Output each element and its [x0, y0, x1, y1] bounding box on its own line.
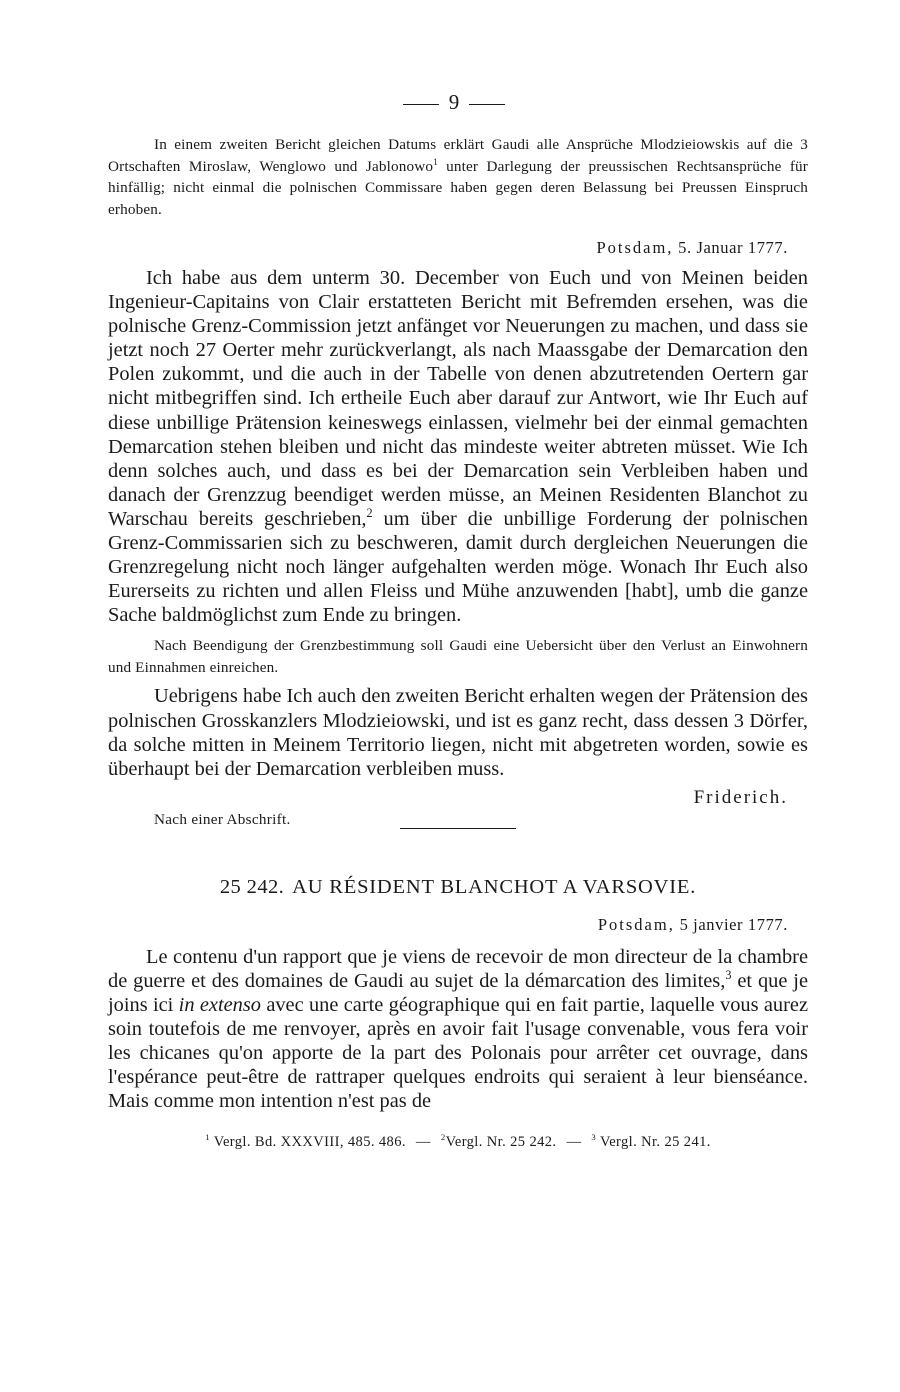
dateline-2 [108, 913, 808, 937]
page-number-text: 9 [448, 90, 460, 114]
footnote-mark-1: 1 [205, 1132, 210, 1143]
letter-1-text-a: Ich habe aus dem unterm 30. December von Euch und von Meinen beiden Ingenieur-Capitains von Clair erstatteten Bericht mit Befremden ersehen, was die polnische Grenz-Commission jetzt anfänget vor Neuerungen zu machen, und dass sie jetzt noch 27 Oerter mehr zurückverlangt, als nach Maassgabe der Demarcation den Polen zukommt, und die auch in der Tabelle von denen abzutretenden Oertern gar nicht mitbegriffen sind. Ich ertheile Euch aber darauf zur Antwort, wie Ihr Euch auf diese unbillige Prätension keineswegs einlassen, vielmehr bei der einmal gemachten Demarcation stehen bleiben und nicht das mindeste weiter abtreten müsset. Wie Ich denn solches auch, und dass es bei der Demarcation sein Verbleiben haben und danach der Grenzzug beendiget werden müsse, an Meinen Residenten Blanchot zu Warschau bereits geschrieben, [108, 267, 808, 530]
letter-2-text-c: avec une carte géographique qui en fait partie, laquelle vous aurez soin toutefois de me renvoyer, après en avoir fait l'usage convenable, vous fera voir les chicanes qu'on apporte de la part des Polonais pour arrêter cet ouvrage, dans l'espérance peut-être de rattraper quelques endroits qui seraient à leur bienséance. Mais comme mon intention n'est pas de [108, 993, 809, 1113]
letter-2-heading [108, 873, 808, 901]
footnote-mark-2: 2 [440, 1132, 446, 1143]
letter-2-text-b: et que je joins ici [108, 969, 809, 1016]
letter-1-paragraph-1 [108, 266, 808, 627]
dateline-place: Potsdam, [596, 238, 674, 257]
letter-1-text-b: um über die unbillige Forderung der polnischen Grenz-Commissarien sich zu beschweren, damit durch dergleichen Neuerungen die Grenzregelung nicht noch länger aufgehalten werden möge. Wonach Ihr Euch also Eurerseits zu richten und allen Fleiss und Mühe anzuwenden [habt], umb die ganze Sache baldmöglichst zum Ende zu bringen. [108, 507, 808, 627]
editorial-summary [108, 134, 808, 220]
page-number-dash-left [403, 104, 439, 105]
signature: Friderich. [693, 786, 788, 808]
dateline-place: Potsdam, [597, 914, 675, 934]
letter-title: AU RÉSIDENT BLANCHOT A VARSOVIE. [292, 875, 697, 898]
dateline-date: 5. Januar 1777. [678, 238, 788, 257]
summary-text-rest: unter Darlegung der preussischen Rechtsansprüche für hinfällig; nicht einmal die polnischen Commissare haben gegen deren Belassung bei Preussen Einspruch erhoben. [108, 157, 808, 218]
dateline-date: 5 janvier 1777. [679, 914, 788, 934]
note-text: Nach Beendigung der Grenzbestimmung soll Gaudi eine Uebersicht über den Verlust an Einwohnern und Einnahmen einreichen. [108, 637, 808, 676]
page-number-dash-right [469, 104, 505, 105]
letter-1-paragraph-2: Uebrigens habe Ich auch den zweiten Bericht erhalten wegen der Prätension des polnischen Grosskanzlers Mlodzieiowski, und ist es ganz recht, dass dessen 3 Dörfer, da solche mitten in Meinem Territorio liegen, nicht mit abgetreten worden, sowie es überhaupt bei der Demarcation verbleiben muss. [108, 685, 808, 780]
editorial-note [108, 635, 808, 678]
page-number [100, 88, 808, 116]
footnotes [108, 1131, 808, 1153]
source-note: Nach einer Abschrift. [154, 810, 291, 828]
footnote-separator: — [415, 1134, 431, 1151]
source-row [108, 811, 808, 837]
footnote-ref-2: 2 [366, 506, 373, 521]
letter-2-paragraph [108, 945, 808, 1114]
footnote-mark-3: 3 [591, 1132, 597, 1143]
footnote-ref-3: 3 [725, 968, 732, 983]
letter-number: 25 242. [219, 875, 285, 898]
dateline-1 [108, 236, 808, 260]
footnote-ref-1: 1 [433, 156, 438, 167]
letter-2-text-a: Le contenu d'un rapport que je viens de recevoir de mon directeur de la chambre de guerre et des domaines de Gaudi au sujet de la démarcation des limites, [108, 945, 808, 992]
footnote-2: Vergl. Nr. 25 242. [445, 1134, 557, 1151]
footnote-3: Vergl. Nr. 25 241. [599, 1134, 711, 1151]
document-page [108, 88, 808, 1153]
summary-text: In einem zweiten Bericht gleichen Datums erklärt Gaudi alle Ansprüche Mlodzieiowskis auf die 3 Ortschaften Miroslaw, Wenglowo und Jablonowo [108, 136, 808, 175]
letter-2-italic: in extenso [178, 993, 261, 1016]
section-rule [400, 828, 516, 829]
footnote-separator: — [566, 1134, 582, 1151]
footnote-1: Vergl. Bd. XXXVIII, 485. 486. [213, 1134, 406, 1151]
